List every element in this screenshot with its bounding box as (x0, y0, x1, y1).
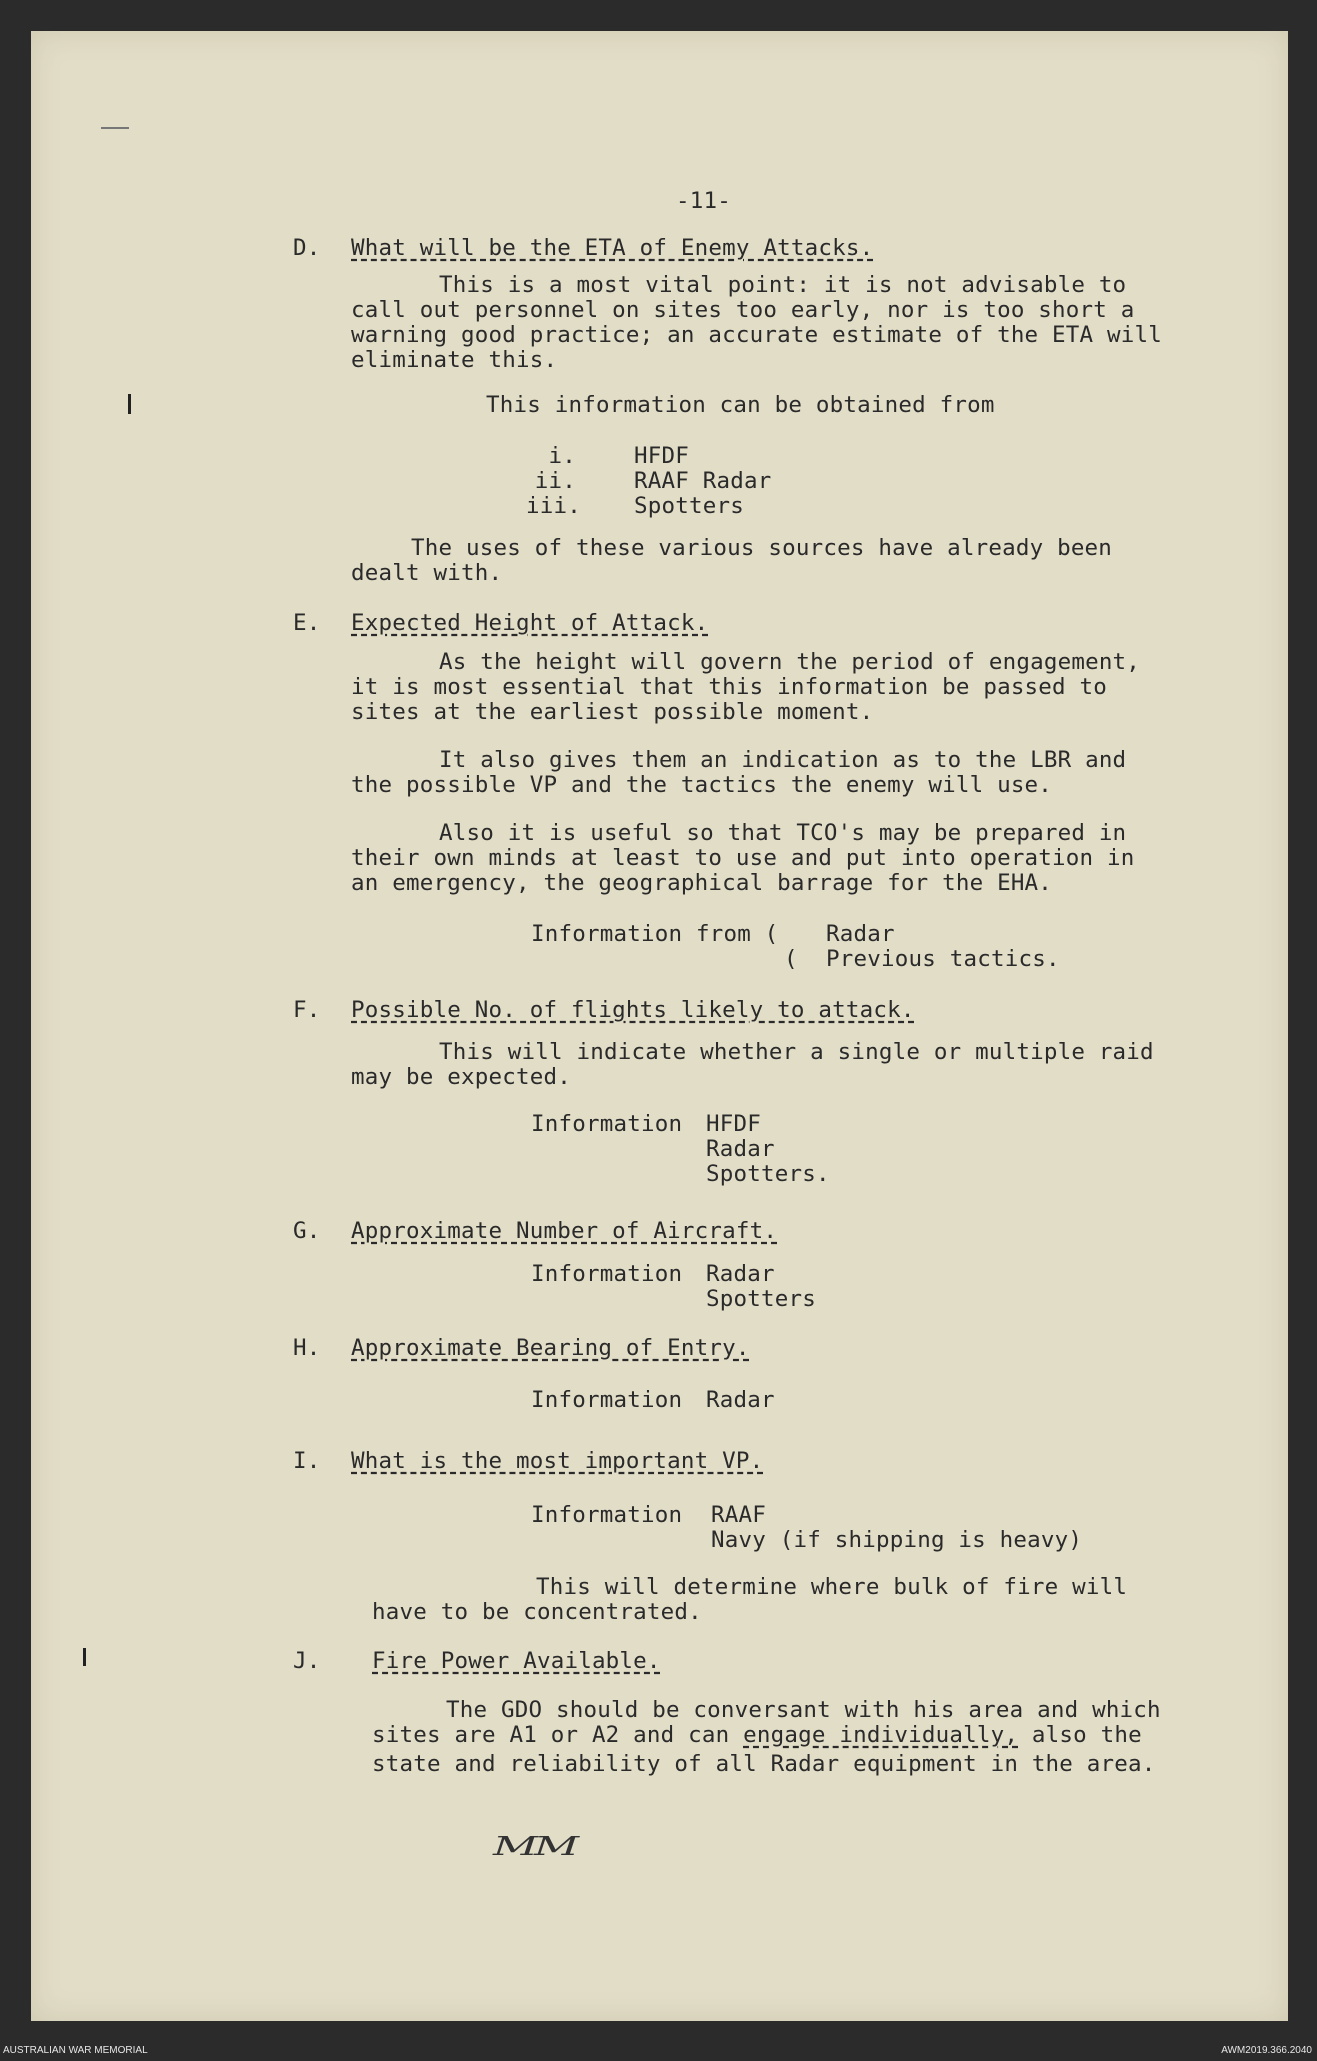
section-g-info-item: Spotters (706, 1286, 816, 1312)
section-e-info-label: Information from ( (531, 921, 779, 947)
section-j-para-text: sites are A1 or A2 and can (372, 1722, 744, 1748)
section-d-closing-line: dealt with. (351, 560, 503, 586)
source-name: HFDF (634, 443, 689, 469)
section-f-heading: Possible No. of flights likely to attack. (351, 997, 915, 1023)
section-d-para-line: warning good practice; an accurate estimate of the ETA will (351, 322, 1163, 348)
section-g-info-item: Radar (706, 1261, 775, 1287)
section-d-para-line: eliminate this. (351, 347, 558, 373)
margin-mark (83, 1648, 86, 1666)
margin-mark (128, 394, 131, 414)
source-number: i. (548, 443, 576, 469)
section-d-heading: What will be the ETA of Enemy Attacks. (351, 235, 874, 261)
section-e-letter: E. (293, 610, 321, 636)
handwritten-initials: MM (493, 1831, 576, 1862)
section-i-para-line: This will determine where bulk of fire will (536, 1574, 1128, 1600)
accession-number: AWM2019.366.2040 (1221, 2045, 1312, 2056)
section-e-para-line: it is most essential that this information be passed to (351, 674, 1108, 700)
archive-label: AUSTRALIAN WAR MEMORIAL (3, 2045, 148, 2056)
section-g-heading: Approximate Number of Aircraft. (351, 1218, 778, 1244)
section-f-letter: F. (293, 997, 321, 1023)
page-number: -11- (676, 188, 731, 214)
section-g-info-label: Information (531, 1261, 683, 1287)
section-e-info-item: Previous tactics. (826, 946, 1060, 972)
section-f-para-line: This will indicate whether a single or multiple raid (439, 1039, 1154, 1065)
section-j-para-line: The GDO should be conversant with his area and which (446, 1697, 1161, 1723)
section-i-info-item: Navy (if shipping is heavy) (711, 1527, 1083, 1553)
section-i-info-item: RAAF (711, 1502, 766, 1528)
section-e-para-line: sites at the earliest possible moment. (351, 699, 874, 725)
section-e-para-line: As the height will govern the period of engagement, (439, 649, 1141, 675)
section-j-para-line: state and reliability of all Radar equipment in the area. (372, 1751, 1156, 1777)
source-name: Spotters (634, 493, 744, 519)
section-h-info-item: Radar (706, 1387, 775, 1413)
section-j-heading: Fire Power Available. (372, 1648, 661, 1674)
margin-mark (101, 127, 129, 129)
section-e-para-line: It also gives them an indication as to the LBR and (439, 747, 1127, 773)
section-h-letter: H. (293, 1335, 321, 1361)
section-e-info-paren: ( (784, 946, 798, 972)
section-h-info-label: Information (531, 1387, 683, 1413)
section-d-sources-intro: This information can be obtained from (486, 392, 995, 418)
section-j-letter: J. (293, 1648, 321, 1674)
section-e-heading: Expected Height of Attack. (351, 610, 709, 636)
section-d-para-line: This is a most vital point: it is not advisable to (439, 272, 1127, 298)
section-i-heading: What is the most important VP. (351, 1448, 764, 1474)
section-f-info-item: HFDF (706, 1111, 761, 1137)
section-j-para-text: also the (1018, 1722, 1142, 1748)
section-i-info-label: Information (531, 1502, 683, 1528)
section-d-closing-line: The uses of these various sources have already been (411, 535, 1113, 561)
source-number: iii. (526, 493, 581, 519)
section-d-letter: D. (293, 235, 321, 261)
section-j-emphasis: engage individually, (743, 1722, 1019, 1748)
section-e-para-line: Also it is useful so that TCO's may be prepared in (439, 820, 1127, 846)
section-e-para-line: their own minds at least to use and put into operation in (351, 845, 1135, 871)
section-i-para-line: have to be concentrated. (372, 1599, 702, 1625)
section-d-para-line: call out personnel on sites too early, nor is too short a (351, 297, 1135, 323)
section-j-para-line (372, 1723, 1142, 1748)
source-number: ii. (534, 468, 576, 494)
section-f-info-label: Information (531, 1111, 683, 1137)
section-f-info-item: Radar (706, 1136, 775, 1162)
section-e-para-line: an emergency, the geographical barrage for the EHA. (351, 870, 1053, 896)
section-e-info-item: Radar (826, 921, 895, 947)
document-page (31, 31, 1288, 2021)
source-name: RAAF Radar (634, 468, 772, 494)
section-h-heading: Approximate Bearing of Entry. (351, 1335, 750, 1361)
section-f-para-line: may be expected. (351, 1064, 571, 1090)
section-f-info-item: Spotters. (706, 1161, 830, 1187)
section-g-letter: G. (293, 1218, 321, 1244)
section-e-para-line: the possible VP and the tactics the enemy will use. (351, 772, 1053, 798)
section-i-letter: I. (293, 1448, 321, 1474)
